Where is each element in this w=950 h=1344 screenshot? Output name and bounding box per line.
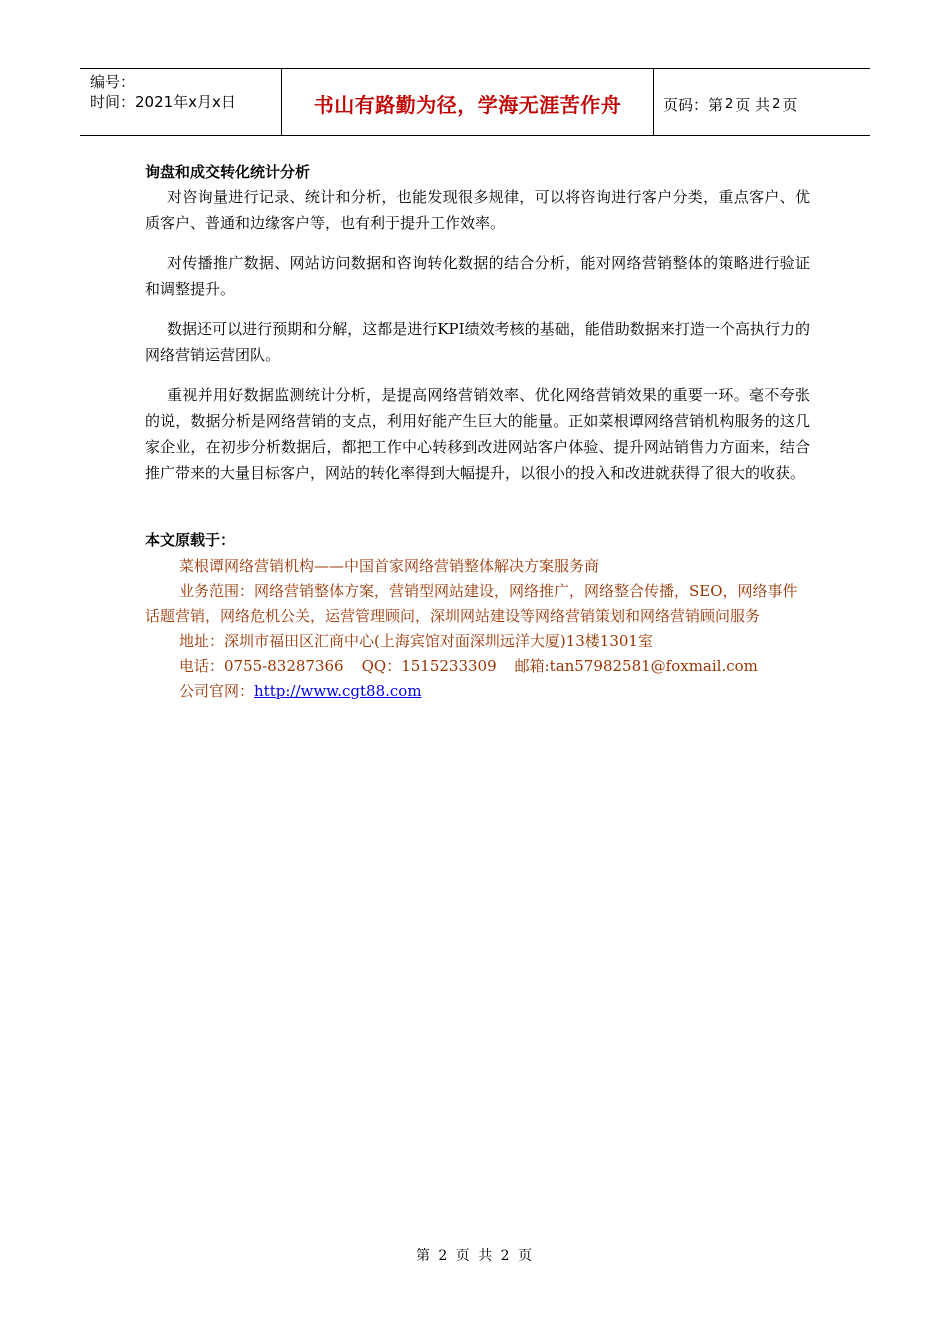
page-footer: 第 2 页 共 2 页 bbox=[415, 1248, 535, 1264]
section-title: 询盘和成交转化统计分析 bbox=[145, 163, 311, 181]
page-label-prefix: 页码：第 bbox=[663, 95, 724, 114]
source-title: 本文原载于： bbox=[145, 531, 236, 549]
page-label-mid: 页 共 bbox=[735, 95, 771, 114]
header-motto-cell bbox=[282, 69, 654, 135]
source-qq: QQ：1515233309 bbox=[361, 657, 497, 675]
time-label: 时间：2021年x月x日 bbox=[90, 93, 236, 111]
source-website bbox=[145, 679, 810, 704]
document-body bbox=[145, 160, 810, 704]
page-total: 2 bbox=[772, 96, 781, 112]
website-label: 公司官网： bbox=[179, 682, 255, 700]
paragraph: 对传播推广数据、网站访问数据和咨询转化数据的结合分析，能对网络营销整体的策略进行验证和调整提升。 bbox=[145, 254, 810, 298]
source-address: 地址：深圳市福田区汇商中心(上海宾馆对面深圳远洋大厦)13楼1301室 bbox=[179, 632, 653, 650]
source-phone: 电话：0755-83287366 bbox=[179, 657, 344, 675]
source-scope: 业务范围：网络营销整体方案，营销型网站建设，网络推广，网络整合传播，SEO，网络事件话题营销，网络危机公关，运营管理顾问，深圳网站建设等网络营销策划和网络营销顾问服务 bbox=[145, 582, 798, 625]
source-email: 邮箱:tan57982581@foxmail.com bbox=[514, 657, 758, 675]
page-label-suffix: 页 bbox=[782, 95, 798, 114]
header-meta-cell bbox=[80, 69, 282, 135]
paragraph: 重视并用好数据监测统计分析，是提高网络营销效率、优化网络营销效果的重要一环。毫不夸张的说，数据分析是网络营销的支点，利用好能产生巨大的能量。正如菜根谭网络营销机构服务的这几家企业，在初步分析数据后，都把工作中心转移到改进网站客户体验、提升网站销售力方面来，结合推广带来的大量目标客户，网站的转化率得到大幅提升，以很小的投入和改进就获得了很大的收获。 bbox=[145, 386, 810, 482]
paragraph: 对咨询量进行记录、统计和分析，也能发现很多规律，可以将咨询进行客户分类，重点客户、优质客户、普通和边缘客户等，也有利于提升工作效率。 bbox=[145, 188, 810, 232]
serial-label: 编号： bbox=[90, 73, 136, 91]
source-block bbox=[145, 528, 810, 704]
header-page-cell bbox=[654, 71, 870, 137]
motto-text: 书山有路勤为径，学海无涯苦作舟 bbox=[313, 92, 622, 117]
source-org: 菜根谭网络营销机构——中国首家网络营销整体解决方案服务商 bbox=[179, 557, 600, 575]
website-link[interactable]: http://www.cgt88.com bbox=[254, 682, 422, 700]
page-header bbox=[80, 68, 870, 136]
source-contact bbox=[145, 654, 810, 679]
paragraph: 数据还可以进行预期和分解，这都是进行KPI绩效考核的基础，能借助数据来打造一个高执行力的网络营销运营团队。 bbox=[145, 320, 810, 364]
page-current: 2 bbox=[725, 96, 734, 112]
